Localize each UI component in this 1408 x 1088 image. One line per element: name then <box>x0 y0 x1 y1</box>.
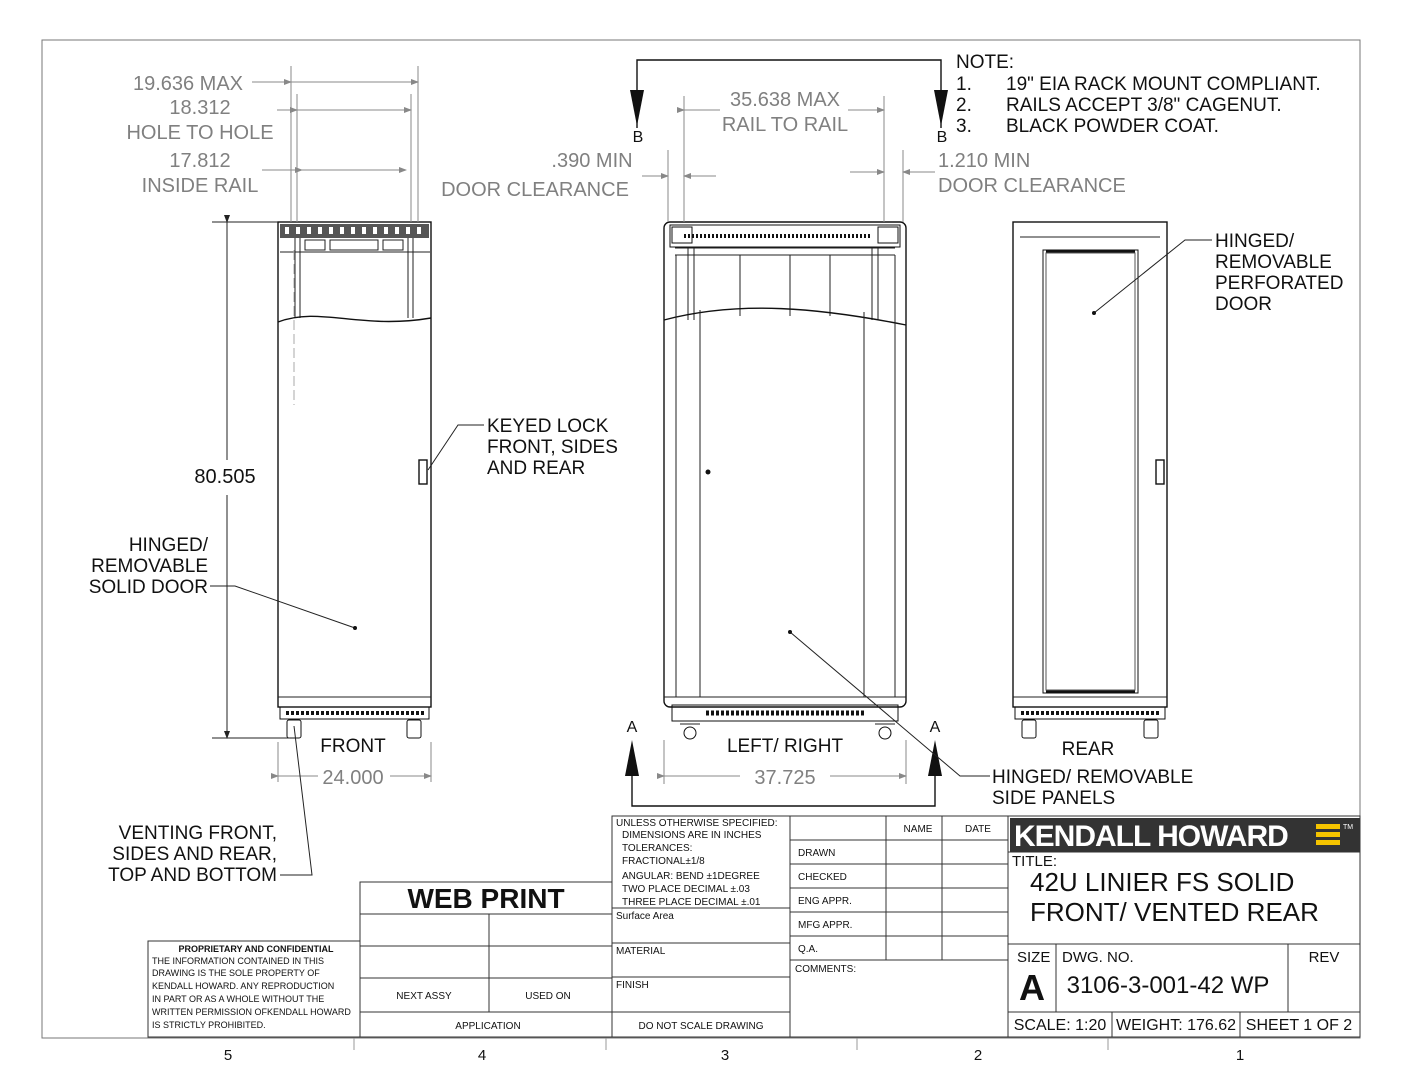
spec-line-1: UNLESS OTHERWISE SPECIFIED: <box>616 818 778 829</box>
sheet-label: SHEET 1 OF 2 <box>1245 1017 1353 1034</box>
rear-clearance-label: DOOR CLEARANCE <box>938 175 1126 197</box>
spec-line-3: TOLERANCES: <box>622 843 693 854</box>
inside-rail-value: 17.812 <box>169 150 231 172</box>
spec-line-6: TWO PLACE DECIMAL ±.03 <box>622 884 750 895</box>
callout-perforated-line1: HINGED/ <box>1215 231 1295 252</box>
side-view-label: LEFT/ RIGHT <box>726 736 844 757</box>
rear-view <box>1013 222 1167 760</box>
trademark-mark: TM <box>1343 824 1354 831</box>
callout-solid-door-line1: HINGED/ <box>128 535 208 556</box>
max-width-dimension: 19.636 MAX <box>132 73 244 95</box>
drawing-title-line1: 42U LINIER FS SOLID <box>1030 867 1295 897</box>
proprietary-line-3: KENDALL HOWARD. ANY REPRODUCTION <box>152 981 335 991</box>
callout-venting <box>108 726 312 886</box>
company-name: KENDALL HOWARD <box>1014 820 1288 853</box>
callout-keyed-lock <box>428 416 618 479</box>
rev-label: REV <box>1308 949 1340 966</box>
rail-to-rail-value: 35.638 MAX <box>729 89 841 111</box>
section-b-right: B <box>936 129 948 146</box>
size-label: SIZE <box>1017 949 1051 966</box>
width-dimension: 24.000 <box>322 767 384 789</box>
rear-view-label: REAR <box>1061 739 1115 760</box>
note-3-num: 3. <box>956 116 972 137</box>
dwg-no-label: DWG. NO. <box>1062 949 1134 966</box>
callout-venting-line1: VENTING FRONT, <box>118 823 277 844</box>
callout-perforated-line2: REMOVABLE <box>1215 252 1332 273</box>
callout-perforated-door <box>1092 231 1343 315</box>
role-eng-appr: ENG APPR. <box>798 896 852 907</box>
web-print-stamp: WEB PRINT <box>407 883 565 914</box>
title-label: TITLE: <box>1012 853 1058 870</box>
note-2-text: RAILS ACCEPT 3/8" CAGENUT. <box>1006 95 1282 116</box>
callout-keyed-lock-line3: AND REAR <box>487 458 586 479</box>
used-on-label: USED ON <box>525 991 571 1002</box>
side-view <box>664 222 906 739</box>
finish-label: FINISH <box>616 980 649 991</box>
front-view <box>278 222 431 738</box>
role-mfg-appr: MFG APPR. <box>798 920 853 931</box>
callout-side-panels-line2: SIDE PANELS <box>992 788 1116 809</box>
section-a-left: A <box>626 719 638 736</box>
company-logo-icon <box>1316 824 1340 845</box>
section-b-left: B <box>632 129 644 146</box>
zone-ticks <box>354 1038 1108 1050</box>
proprietary-line-2: DRAWING IS THE SOLE PROPERTY OF <box>152 968 320 978</box>
zone-1: 1 <box>1235 1047 1245 1064</box>
callout-keyed-lock-line1: KEYED LOCK <box>487 416 609 437</box>
note-1-text: 19" EIA RACK MOUNT COMPLIANT. <box>1006 74 1321 95</box>
callout-venting-line3: TOP AND BOTTOM <box>108 865 277 886</box>
hole-to-hole-label: HOLE TO HOLE <box>126 122 274 144</box>
front-clearance-value: .390 MIN <box>551 150 633 172</box>
depth-dimension: 37.725 <box>754 767 816 789</box>
dwg-no-value: 3106-3-001-42 WP <box>1066 972 1270 999</box>
front-view-label: FRONT <box>320 736 386 757</box>
proprietary-line-4: IN PART OR AS A WHOLE WITHOUT THE <box>152 994 325 1004</box>
callout-venting-line2: SIDES AND REAR, <box>112 844 277 865</box>
callout-solid-door <box>89 535 357 630</box>
callout-solid-door-line3: SOLID DOOR <box>88 577 208 598</box>
height-dimension: 80.505 <box>194 466 256 488</box>
notes-title: NOTE: <box>956 52 1015 73</box>
zone-5: 5 <box>223 1047 233 1064</box>
callout-side-panels-line1: HINGED/ REMOVABLE <box>992 767 1194 788</box>
size-value: A <box>1019 967 1045 1008</box>
application-label: APPLICATION <box>455 1021 521 1032</box>
surface-area-label: Surface Area <box>616 911 674 922</box>
spec-line-5: ANGULAR: BEND ±1DEGREE <box>622 871 760 882</box>
drawing-title-line2: FRONT/ VENTED REAR <box>1030 897 1319 927</box>
inside-rail-label: INSIDE RAIL <box>141 175 259 197</box>
date-column-header: DATE <box>965 824 991 835</box>
proprietary-line-1: THE INFORMATION CONTAINED IN THIS <box>152 956 325 966</box>
next-assy-label: NEXT ASSY <box>396 991 452 1002</box>
do-not-scale-label: DO NOT SCALE DRAWING <box>638 1021 764 1032</box>
proprietary-line-5: WRITTEN PERMISSION OFKENDALL HOWARD <box>152 1007 351 1017</box>
spec-line-2: DIMENSIONS ARE IN INCHES <box>622 830 762 841</box>
zone-3: 3 <box>720 1047 730 1064</box>
proprietary-line-6: IS STRICTLY PROHIBITED. <box>152 1020 266 1030</box>
proprietary-title: PROPRIETARY AND CONFIDENTIAL <box>178 944 334 954</box>
front-clearance-label: DOOR CLEARANCE <box>441 179 629 201</box>
spec-line-4: FRACTIONAL±1/8 <box>622 856 705 867</box>
role-qa: Q.A. <box>798 944 819 955</box>
comments-label: COMMENTS: <box>795 964 857 975</box>
section-a-marks <box>625 719 942 806</box>
scale-label: SCALE: 1:20 <box>1013 1017 1107 1034</box>
note-1-num: 1. <box>956 74 972 95</box>
role-drawn: DRAWN <box>798 848 836 859</box>
note-3-text: BLACK POWDER COAT. <box>1006 116 1219 137</box>
zone-2: 2 <box>973 1047 983 1064</box>
section-a-right: A <box>929 719 941 736</box>
callout-keyed-lock-line2: FRONT, SIDES <box>487 437 618 458</box>
spec-line-7: THREE PLACE DECIMAL ±.01 <box>622 897 761 908</box>
front-dimensions <box>126 66 431 789</box>
rail-to-rail-label: RAIL TO RAIL <box>721 114 849 136</box>
notes-block <box>956 52 1321 137</box>
hole-to-hole-value: 18.312 <box>169 97 231 119</box>
weight-label: WEIGHT: 176.62 <box>1115 1017 1237 1034</box>
zone-4: 4 <box>477 1047 487 1064</box>
callout-perforated-line4: DOOR <box>1215 294 1272 315</box>
name-column-header: NAME <box>903 824 933 835</box>
rear-clearance-value: 1.210 MIN <box>938 150 1031 172</box>
material-label: MATERIAL <box>616 946 666 957</box>
note-2-num: 2. <box>956 95 972 116</box>
callout-perforated-line3: PERFORATED <box>1215 273 1344 294</box>
role-checked: CHECKED <box>798 872 847 883</box>
callout-solid-door-line2: REMOVABLE <box>91 556 208 577</box>
